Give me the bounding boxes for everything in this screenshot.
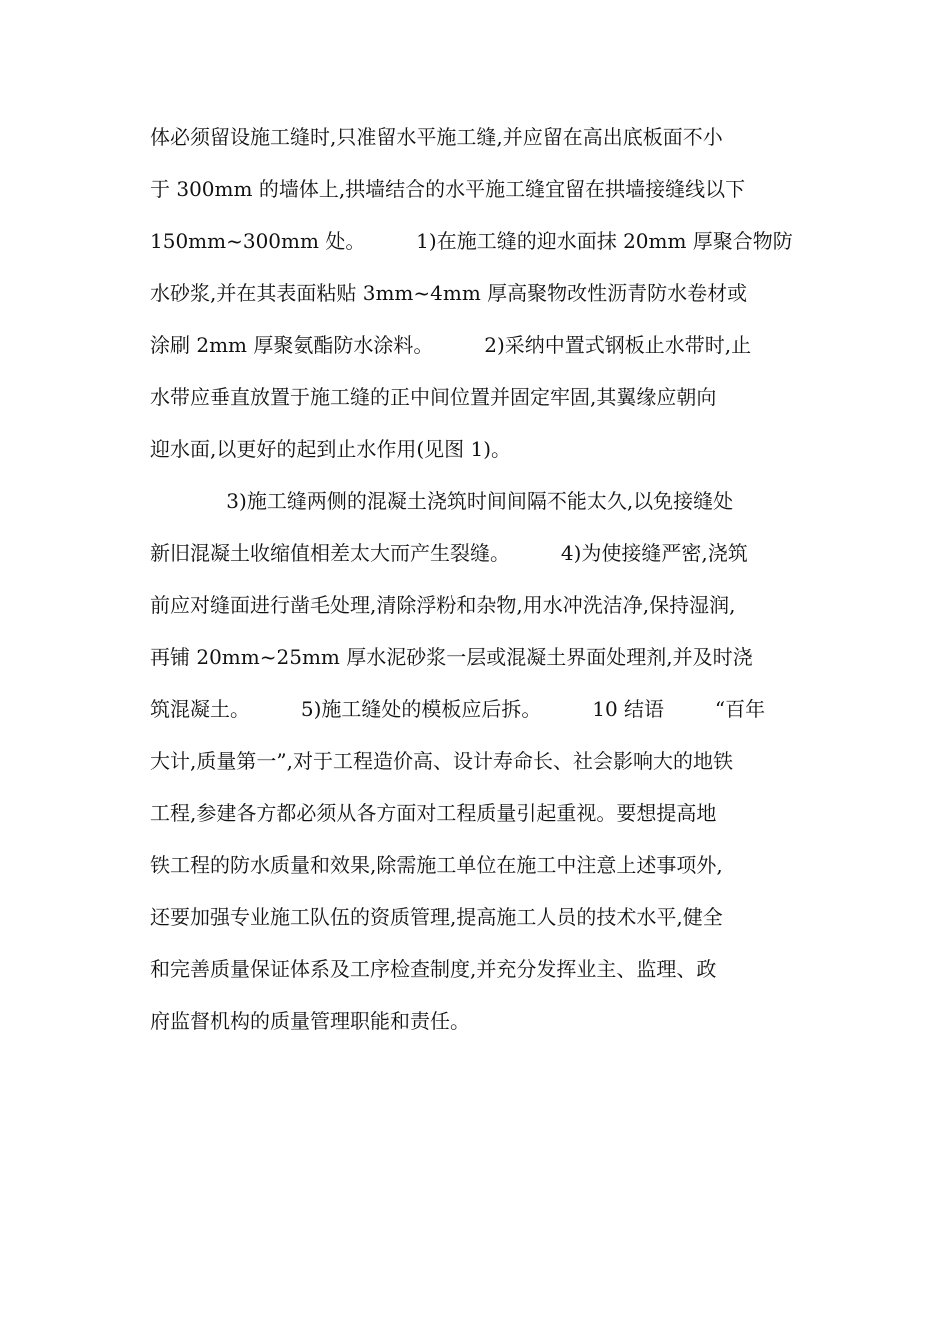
text-line: 体必须留设施工缝时,只准留水平施工缝,并应留在高出底板面不小	[150, 125, 723, 149]
text-line: 工程,参建各方都必须从各方面对工程质量引起重视。要想提高地	[150, 801, 717, 825]
text-line: 前应对缝面进行凿毛处理,清除浮粉和杂物,用水冲洗洁净,保持湿润,	[150, 593, 736, 617]
text-line: 和完善质量保证体系及工序检查制度,并充分发挥业主、监理、政	[150, 957, 717, 981]
text-line: 3)施工缝两侧的混凝土浇筑时间间隔不能太久,以免接缝处	[150, 489, 734, 513]
text-line: 大计,质量第一”,对于工程造价高、设计寿命长、社会影响大的地铁	[150, 749, 733, 773]
text-line: 还要加强专业施工队伍的资质管理,提高施工人员的技术水平,健全	[150, 905, 723, 929]
text-line: 筑混凝土。 5)施工缝处的模板应后拆。 10 结语 “百年	[150, 697, 766, 721]
text-line: 于 300mm 的墙体上,拱墙结合的水平施工缝宜留在拱墙接缝线以下	[150, 177, 746, 201]
text-line: 铁工程的防水质量和效果,除需施工单位在施工中注意上述事项外,	[150, 853, 723, 877]
text-line: 迎水面,以更好的起到止水作用(见图 1)。	[150, 437, 512, 461]
text-line: 新旧混凝土收缩值相差太大而产生裂缝。 4)为使接缝严密,浇筑	[150, 541, 748, 565]
text-line: 涂刷 2mm 厚聚氨酯防水涂料。 2)采纳中置式钢板止水带时,止	[150, 333, 752, 357]
text-line: 水砂浆,并在其表面粘贴 3mm~4mm 厚高聚物改性沥青防水卷材或	[150, 281, 748, 305]
text-line: 再铺 20mm~25mm 厚水泥砂浆一层或混凝土界面处理剂,并及时浇	[150, 645, 753, 669]
text-line: 150mm~300mm 处。 1)在施工缝的迎水面抹 20mm 厚聚合物防	[150, 229, 793, 253]
text-line: 府监督机构的质量管理职能和责任。	[150, 1009, 470, 1033]
text-line: 水带应垂直放置于施工缝的正中间位置并固定牢固,其翼缘应朝向	[150, 385, 717, 409]
